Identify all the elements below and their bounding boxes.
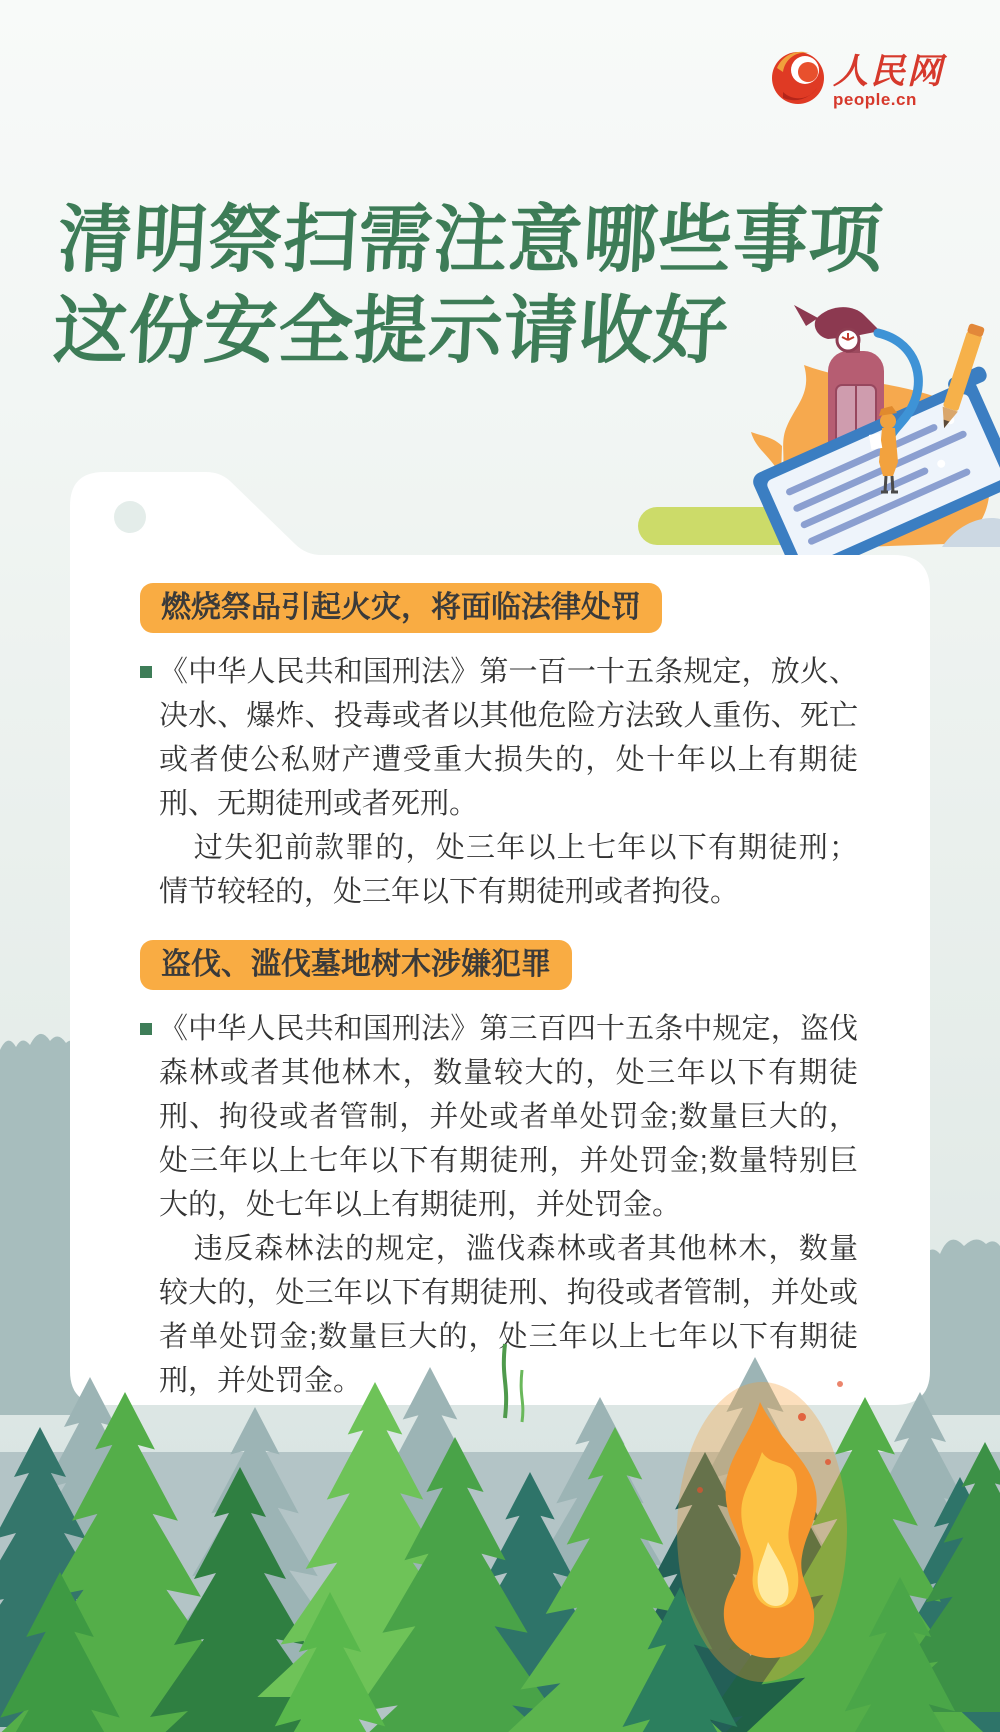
section-fire-penalty — [140, 583, 858, 914]
law-paragraph — [140, 826, 858, 914]
law-paragraph — [140, 1007, 858, 1227]
poster-title-line2: 这份安全提示请收好 — [51, 289, 731, 373]
grass-blade — [521, 1370, 523, 1422]
card-content — [140, 583, 858, 1403]
section-heading-badge — [140, 583, 662, 633]
brand-name-cn: 人民网 — [832, 52, 944, 91]
poster-title-line1: 清明祭扫需注意哪些事项 — [56, 198, 886, 281]
law-paragraph-text: 《中华人民共和国刑法》第三百四十五条中规定，盗伐森林或者其他林木，数量较大的，处三年以下有期徒刑、拘役或者管制，并处或者单处罚金;数量巨大的，处三年以上七年以下有期徒刑，并处罚金;数量特别巨大的，处七年以上有期徒刑，并处罚金。 — [159, 1013, 858, 1222]
law-paragraph — [140, 650, 858, 826]
tag-hole — [114, 501, 146, 533]
section-heading-text: 盗伐、滥伐墓地树木涉嫌犯罪 — [161, 948, 551, 982]
section-heading-text: 燃烧祭品引起火灾，将面临法律处罚 — [161, 591, 641, 624]
law-paragraph-text: 违反森林法的规定，滥伐森林或者其他林木，数量较大的，处三年以下有期徒刑、拘役或者管制，并处或者单处罚金;数量巨大的，处三年以上七年以下有期徒刑，并处罚金。 — [159, 1233, 858, 1398]
forest-illustration — [0, 1322, 1000, 1732]
wildfire-icon — [677, 1381, 847, 1682]
law-paragraph-text: 《中华人民共和国刑法》第一百一十五条规定，放火、决水、爆炸、投毒或者以其他危险方法致人重伤、死亡或者使公私财产遭受重大损失的，处十年以上有期徒刑、无期徒刑或者死刑。 — [159, 656, 858, 821]
green-trees — [0, 1382, 1000, 1732]
bullet-square-icon — [140, 1023, 152, 1035]
section-heading-badge — [140, 940, 572, 990]
brand-name-en: people.cn — [832, 90, 917, 109]
law-paragraph-text: 过失犯前款罪的，处三年以上七年以下有期徒刑；情节较轻的，处三年以下有期徒刑或者拘役。 — [159, 832, 858, 909]
people-cn-logo — [769, 48, 944, 108]
grass-blade — [504, 1344, 506, 1418]
people-cn-logo-icon — [769, 48, 827, 106]
bullet-square-icon — [140, 666, 152, 678]
